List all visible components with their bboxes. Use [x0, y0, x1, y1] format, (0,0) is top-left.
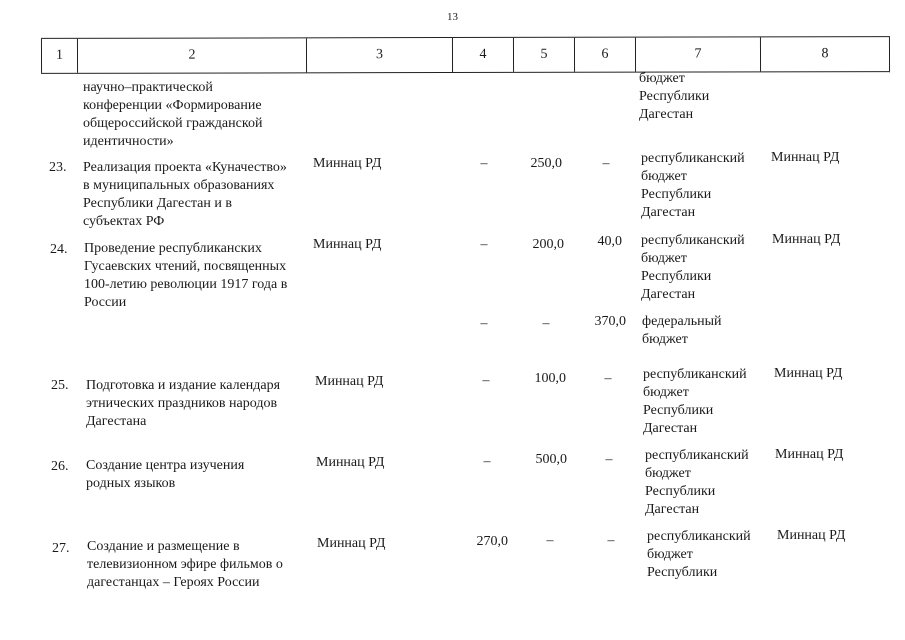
- row-number: 26.: [51, 459, 69, 474]
- row-col6: –: [602, 156, 610, 171]
- row-responsible: Миннац РД: [774, 366, 843, 381]
- row-executor: Миннац РД: [315, 374, 384, 389]
- row-executor: Миннац РД: [313, 156, 382, 171]
- header-col-3: 3: [306, 38, 452, 72]
- row-name: Подготовка и издание календаря этнических праздников народов Дагестана: [86, 378, 281, 429]
- header-col-1: 1: [41, 39, 77, 73]
- row-col4: 270,0: [476, 534, 508, 549]
- header-col-5: 5: [513, 38, 574, 72]
- row-responsible: Миннац РД: [775, 447, 844, 462]
- row-responsible: Миннац РД: [772, 232, 841, 247]
- header-col-6: 6: [574, 38, 635, 72]
- row-number: 25.: [51, 378, 69, 393]
- row-name: Создание и размещение в телевизионном эфире фильмов о дагестанцах – Героях России: [87, 539, 283, 590]
- row-name: Проведение республиканских Гусаевских чтений, посвященных 100-летию революции 1917 года в России: [84, 241, 288, 310]
- header-col-8: 8: [760, 37, 890, 71]
- row-source: республиканский бюджет Республики Дагестан: [643, 367, 747, 436]
- row-col4: –: [483, 454, 491, 469]
- continuation-name: научно–практической конференции «Формирование общероссийской гражданской идентичности»: [83, 80, 263, 149]
- row-responsible: Миннац РД: [777, 528, 846, 543]
- header-col-4: 4: [452, 38, 513, 72]
- row-col6: –: [604, 371, 612, 386]
- row-responsible: Миннац РД: [771, 150, 840, 165]
- header-col-7: 7: [635, 37, 760, 71]
- row-col5: 200,0: [532, 237, 564, 252]
- row-col4: –: [480, 237, 488, 252]
- row-source: республиканский бюджет Республики Дагестан: [641, 151, 745, 220]
- row-extra-col4: –: [480, 316, 488, 331]
- continuation-source: бюджет Республики Дагестан: [639, 71, 710, 122]
- row-extra-col5: –: [542, 316, 550, 331]
- row-name: Реализация проекта «Куначество» в муниципальных образованиях Республики Дагестан и в субъектах РФ: [83, 160, 287, 229]
- row-executor: Миннац РД: [313, 237, 382, 252]
- row-col6: 40,0: [597, 234, 622, 249]
- row-number: 24.: [50, 242, 68, 257]
- row-name: Создание центра изучения родных языков: [86, 458, 245, 491]
- row-col4: –: [482, 373, 490, 388]
- row-number: 27.: [52, 541, 70, 556]
- row-source: республиканский бюджет Республики Дагестан: [645, 448, 749, 517]
- row-col5: 500,0: [535, 452, 567, 467]
- row-executor: Миннац РД: [316, 455, 385, 470]
- row-extra-col6: 370,0: [594, 314, 626, 329]
- row-col5: 250,0: [530, 156, 562, 171]
- row-col6: –: [605, 452, 613, 467]
- row-col6: –: [607, 533, 615, 548]
- page-number: 13: [447, 11, 458, 23]
- row-extra-source: федеральный бюджет: [642, 314, 722, 347]
- row-number: 23.: [49, 160, 67, 175]
- row-source: республиканский бюджет Республики: [647, 529, 751, 580]
- table-header-row: [41, 36, 890, 74]
- header-col-2: 2: [77, 38, 306, 72]
- row-source: республиканский бюджет Республики Дагестан: [641, 233, 745, 302]
- row-col4: –: [480, 156, 488, 171]
- row-col5: –: [546, 533, 554, 548]
- row-executor: Миннац РД: [317, 536, 386, 551]
- row-col5: 100,0: [534, 371, 566, 386]
